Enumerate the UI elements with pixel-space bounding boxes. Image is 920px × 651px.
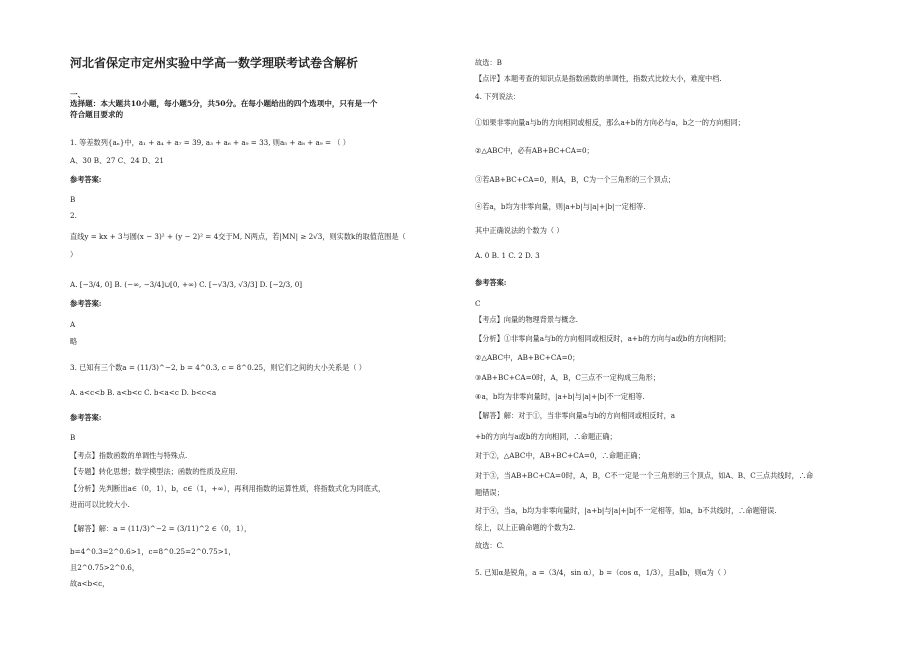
answer-4-line-12: 综上，以上正确命题的个数为2. xyxy=(475,523,576,532)
question-5: 5. 已知α是锐角，a =（3/4，sin α），b =（cos α，1/3），且a∥b，则α为（ ） xyxy=(475,568,731,577)
question-4-statement-4: ④若a，b均为非零向量，则|a+b|与|a|+|b|一定相等. xyxy=(475,202,646,211)
question-4-statement-3: ③若AB+BC+CA=0，则A，B，C为一个三角形的三个顶点； xyxy=(475,175,676,184)
answer-4-line-2: 【分析】①非零向量a与b的方向相同或相反时，a+b的方向与a或b的方向相同； xyxy=(475,334,731,343)
answer-3-line-8: 故a<b<c， xyxy=(70,579,110,588)
answer-3-conclusion: 故选：B xyxy=(475,58,502,67)
answer-4-line-7: +b的方向与a或b的方向相同，∴命题正确； xyxy=(475,432,617,441)
answer-3-line-1: 【考点】指数函数的单调性与特殊点. xyxy=(70,451,188,460)
answer-label-3: 参考答案: xyxy=(70,413,102,422)
section-instruction: 选择题：本大题共10小题，每小题5分，共50分。在每小题给出的四个选项中，只有是一个 xyxy=(70,99,378,108)
answer-3-line-2: 【专题】转化思想；数学模型法；函数的性质及应用. xyxy=(70,467,238,476)
answer-1: B xyxy=(70,195,76,204)
answer-3: B xyxy=(70,433,76,442)
question-4: 4. 下列说法： xyxy=(475,92,521,101)
answer-3-line-3: 【分析】先判断出a∈（0，1），b，c∈（1，+∞），再利用指数的运算性质，将指数式化为同底式， xyxy=(70,484,386,493)
section-instruction-cont: 符合题目要求的 xyxy=(70,110,124,119)
question-4-prompt: 其中正确说法的个数为（ ） xyxy=(475,226,564,235)
question-2-options: A. [−3/4, 0] B. (−∞, −3/4]∪[0, +∞) C. [−√3/3, √3/3] D. [−2/3, 0] xyxy=(70,280,303,289)
question-4-options: A. 0 B. 1 C. 2 D. 3 xyxy=(475,251,540,260)
answer-3-line-6: b=4^0.3=2^0.6>1，c=8^0.25=2^0.75>1， xyxy=(70,547,236,556)
question-2: 直线y = kx + 3与圆(x − 3)² + (y − 2)² = 4交于M, N两点，若|MN| ≥ 2√3，则实数k的取值范围是（ xyxy=(70,232,406,241)
answer-4-line-9: 对于③，当AB+BC+CA=0时，A，B，C不一定是一个三角形的三个顶点，如A、B、C三点共线时，∴命 xyxy=(475,471,814,480)
answer-4-line-1: 【考点】向量的物理背景与概念. xyxy=(475,315,578,324)
answer-4: C xyxy=(475,299,481,308)
section-number: 一、 xyxy=(70,90,86,99)
answer-4-line-6: 【解答】解：对于①，当非零向量a与b的方向相同或相反时，a xyxy=(475,411,676,420)
question-3-options: A. a<c<b B. a<b<c C. b<a<c D. b<c<a xyxy=(70,388,217,397)
question-2-cont: ） xyxy=(70,250,78,259)
question-1: 1. 等差数列{aₙ}中，a₁ + a₄ + a₇ = 39, a₃ + a₆ + a₉ = 33, 则a₅ + a₈ + a₉ = （ ） xyxy=(70,138,350,147)
answer-label-4: 参考答案: xyxy=(475,278,507,287)
question-4-statement-1: ①如果非零向量a与b的方向相同或相反，那么a+b的方向必与a，b之一的方向相同； xyxy=(475,118,745,127)
answer-3-line-5: 【解答】解：a = (11/3)^−2 = (3/11)^2 ∈（0，1）， xyxy=(70,524,252,533)
answer-4-line-5: ④a，b均为非零向量时，|a+b|与|a|+|b|不一定相等. xyxy=(475,392,645,401)
answer-4-line-8: 对于②，△ABC中，AB+BC+CA=0，∴命题正确； xyxy=(475,451,645,460)
answer-3-comment: 【点评】本题考查的知识点是指数函数的单调性，指数式比较大小，难度中档. xyxy=(475,74,722,83)
document-title: 河北省保定市定州实验中学高一数学理联考试卷含解析 xyxy=(70,56,359,70)
answer-label-1: 参考答案: xyxy=(70,175,102,184)
answer-2: A xyxy=(70,320,76,329)
question-1-options: A、30 B、27 C、24 D、21 xyxy=(70,156,164,165)
question-3: 3. 已知有三个数a = (11/3)^−2, b = 4^0.3, c = 8^0.25，则它们之间的大小关系是（ ） xyxy=(70,363,366,372)
answer-2-note: 略 xyxy=(70,337,78,346)
answer-4-line-13: 故选：C. xyxy=(475,541,505,550)
answer-3-line-7: 且2^0.75>2^0.6， xyxy=(70,563,140,572)
answer-4-line-4: ③AB+BC+CA=0时，A，B，C三点不一定构成三角形； xyxy=(475,373,660,382)
answer-label-2: 参考答案: xyxy=(70,299,102,308)
answer-4-line-3: ②△ABC中，AB+BC+CA=0； xyxy=(475,353,580,362)
answer-3-line-4: 进而可以比较大小. xyxy=(70,500,130,509)
question-2-number: 2. xyxy=(70,211,77,220)
answer-4-line-10: 题错误； xyxy=(475,488,504,497)
question-4-statement-2: ②△ABC中，必有AB+BC+CA=0； xyxy=(475,146,594,155)
answer-4-line-11: 对于④，当a，b均为非零向量时，|a+b|与|a|+|b|不一定相等，如a，b不共线时，∴命题错误. xyxy=(475,506,777,515)
